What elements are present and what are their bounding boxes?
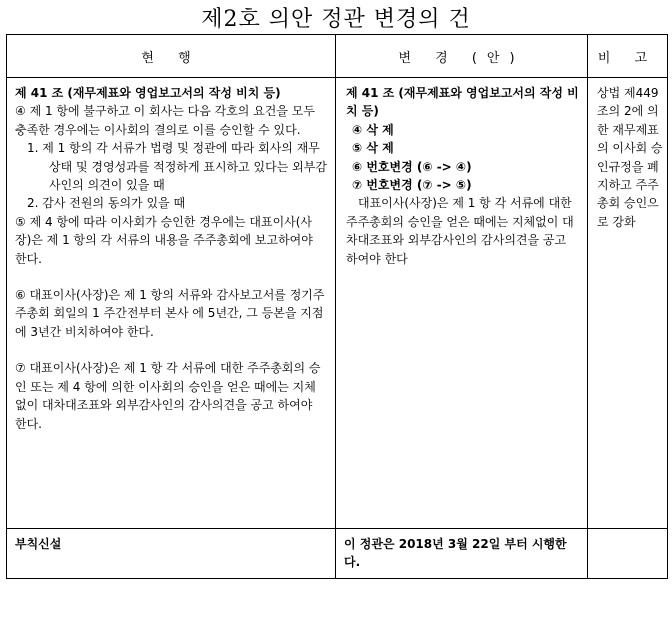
header-note: 비 고 <box>588 35 668 78</box>
current-paragraph-6: ⑥ 대표이사(사장)은 제 1 항의 서류와 감사보고서를 정기주주총회 회일의 1 주간전부터 본사 에 5년간, 그 등본을 지점에 3년간 비치하여야 한다. <box>15 288 325 339</box>
current-paragraph-4: ④ 제 1 항에 불구하고 이 회사는 다음 각호의 요건을 모두 충족한 경우에는 이사회의 결의로 이를 승인할 수 있다. <box>15 104 315 137</box>
table-header-row <box>7 35 668 78</box>
amendment-table <box>6 34 668 579</box>
proposed-delete-5: ⑤ 삭 제 <box>352 141 394 156</box>
proposed-body-text: 대표이사(사장)은 제 1 항 각 서류에 대한 주주총회의 승인을 얻은 때에는 지체없이 대차대조표와 외부감사인의 감사의견을 공고 하여야 한다 <box>346 196 574 266</box>
proposed-delete-4: ④ 삭 제 <box>352 122 394 137</box>
footer-proposed-cell <box>336 529 588 579</box>
footer-proposed-text: 이 정관은 2018년 3월 22일 부터 시행한다. <box>344 537 567 570</box>
table-footer-row <box>7 529 668 579</box>
footer-current-cell <box>7 529 336 579</box>
proposed-renumber-6: ⑥ 번호변경 (⑥ -> ④) <box>352 159 472 174</box>
proposed-renumber-7: ⑦ 번호변경 (⑦ -> ⑤) <box>352 178 472 193</box>
table-body-row <box>7 78 668 529</box>
current-paragraph-7: ⑦ 대표이사(사장)은 제 1 항 각 서류에 대한 주주총회의 승인 또는 제 4 항에 의한 이사회의 승인을 얻은 때에는 지체없이 대차대조표와 외부감사인의 감사의견을 공고 하여야 한다. <box>15 361 321 431</box>
note-cell <box>588 78 668 529</box>
proposed-article-title: 제 41 조 (재무제표와 영업보고서의 작성 비치 등) <box>346 86 579 119</box>
document-title: 제2호 의안 정관 변경의 건 <box>201 7 471 32</box>
header-current: 현 행 <box>7 35 336 78</box>
current-item-1: 1. 제 1 항의 각 서류가 법령 및 정관에 따라 회사의 재무상태 및 경영성과를 적정하게 표시하고 있다는 외부감사인의 의견이 있을 때 <box>27 141 327 193</box>
footer-current-text: 부칙신설 <box>15 537 62 551</box>
current-cell <box>7 78 336 529</box>
header-proposed: 변 경 (안) <box>336 35 588 78</box>
current-article-title: 제 41 조 (재무제표와 영업보고서의 작성 비치 등) <box>15 86 281 100</box>
current-paragraph-5: ⑤ 제 4 항에 따라 이사회가 승인한 경우에는 대표이사(사장)은 제 1 항의 각 서류의 내용을 주주총회에 보고하여야 한다. <box>15 214 313 266</box>
current-item-2: 2. 감사 전원의 동의가 있을 때 <box>27 196 186 211</box>
proposed-cell <box>336 78 588 529</box>
footer-note-cell <box>588 529 668 579</box>
note-text: 상법 제449조의 2에 의한 재무제표의 이사회 승인규정을 폐지하고 주주총회 승인으로 강화 <box>597 86 663 229</box>
